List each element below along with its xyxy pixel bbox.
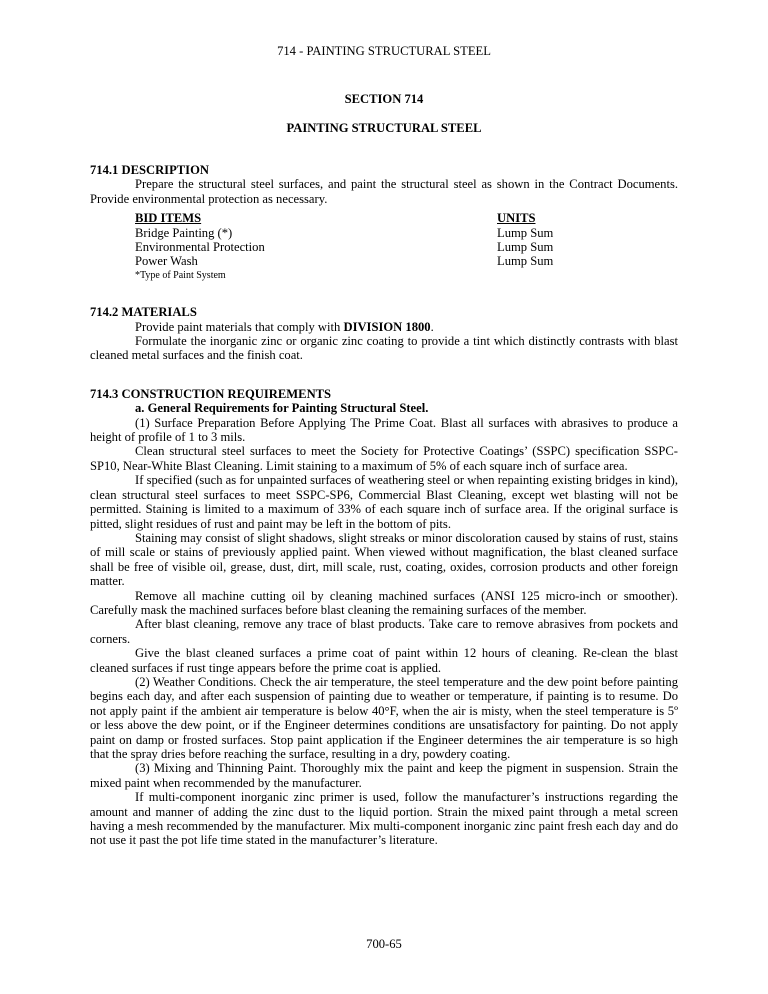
construction-paragraph: After blast cleaning, remove any trace of blast products. Take care to remove abrasives from pockets and corners. <box>90 617 678 646</box>
bid-items-column <box>135 211 435 283</box>
running-head: 714 - PAINTING STRUCTURAL STEEL <box>277 44 491 58</box>
construction-paragraph: Clean structural steel surfaces to meet the Society for Protective Coatings’ (SSPC) specification SSPC-SP10, Near-White Blast Cleaning. Limit staining to a maximum of 5% of each square inch of surface area. <box>90 444 678 473</box>
heading-description: 714.1 DESCRIPTION <box>90 163 209 177</box>
subheading-general-requirements: a. General Requirements for Painting Structural Steel. <box>135 401 429 416</box>
materials-paragraph-2: Formulate the inorganic zinc or organic zinc coating to provide a tint which distinctly contrasts with blast cleaned metal surfaces and the finish coat. <box>90 334 678 363</box>
materials-paragraph-1 <box>90 320 678 334</box>
construction-paragraph: Staining may consist of slight shadows, slight streaks or minor discoloration caused by stains of rust, stains of mill scale or stains of previously applied paint. When viewed without magnification, the blast cleaned surface shall be free of visible oil, grease, dust, dirt, mill scale, rust, coating, oxides, corrosion products and other foreign matter. <box>90 530 678 589</box>
construction-paragraph: Give the blast cleaned surfaces a prime coat of paint within 12 hours of cleaning. Re-clean the blast cleaned surfaces if rust tinge appears before the prime coat is applied. <box>90 646 678 675</box>
units-header: UNITS <box>497 211 536 226</box>
bid-items-header: BID ITEMS <box>135 211 202 226</box>
materials-text-end: . <box>430 319 434 334</box>
section-title: PAINTING STRUCTURAL STEEL <box>286 121 482 135</box>
construction-paragraph: (1) Surface Preparation Before Applying The Prime Coat. Blast all surfaces with abrasives to produce a height of profile of 1 to 3 mils. <box>90 415 678 445</box>
bid-item-unit: Lump Sum <box>497 254 554 269</box>
description-paragraph: Prepare the structural steel surfaces, and paint the structural steel as shown in the Contract Documents. Provide environmental protection as necessary. <box>90 177 678 206</box>
bid-items-footnote: *Type of Paint System <box>135 269 226 281</box>
units-column <box>497 211 617 269</box>
heading-materials: 714.2 MATERIALS <box>90 305 197 320</box>
heading-construction-requirements: 714.3 CONSTRUCTION REQUIREMENTS <box>90 386 332 401</box>
bid-items-table <box>135 211 678 283</box>
body-content <box>90 163 678 848</box>
construction-paragraph: If specified (such as for unpainted surfaces of weathering steel or when repainting existing bridges in kind), clean structural steel surfaces to meet SSPC-SP6, Commercial Blast Cleaning, except wet blasting will not be permitted. Staining is limited to a maximum of 33% of each square inch of surface area. If the original surface is pitted, slight residues of rust and paint may be left in the bottom of pits. <box>90 473 678 531</box>
construction-paragraph: (3) Mixing and Thinning Paint. Thoroughly mix the paint and keep the pigment in suspension. Strain the mixed paint when recommended by the manufacturer. <box>90 761 678 790</box>
bid-item-unit: Lump Sum <box>497 240 554 255</box>
division-reference: DIVISION 1800 <box>343 319 431 334</box>
bid-item-unit: Lump Sum <box>497 225 554 240</box>
construction-paragraph: (2) Weather Conditions. Check the air temperature, the steel temperature and the dew point before painting begins each day, and after each suspension of painting due to weather or temperature, if painting is to resume. Do not apply paint if the ambient air temperature is below 40°F, when the air is misty, when the steel temperature is 5º or less above the dew point, or if the Engineer determines conditions are unsatisfactory for painting. Do not apply paint on damp or frosted surfaces. Stop paint application if the Engineer determines the air temperature is so high that the spray dries before reaching the surface, resulting in a dry, powdery coating. <box>90 674 678 761</box>
bid-item-name: Power Wash <box>135 254 198 269</box>
construction-paragraph: Remove all machine cutting oil by cleaning machined surfaces (ANSI 125 micro-inch or smoother). Carefully mask the machined surfaces before blast cleaning the remaining surfaces of the member. <box>90 588 678 617</box>
bid-item-name: Environmental Protection <box>135 240 265 255</box>
section-number: SECTION 714 <box>344 92 424 106</box>
page-number: 700-65 <box>366 937 402 951</box>
materials-text: Provide paint materials that comply with <box>135 319 344 334</box>
bid-item-name: Bridge Painting (*) <box>135 225 233 240</box>
construction-paragraph: If multi-component inorganic zinc primer is used, follow the manufacturer’s instructions regarding the amount and manner of adding the zinc dust to the liquid portion. Strain the mixed paint through a metal screen having a mesh recommended by the manufacturer. Mix multi-component inorganic zinc paint fresh each day and do not use it past the pot life time stated in the manufacturer’s literature. <box>90 790 678 848</box>
